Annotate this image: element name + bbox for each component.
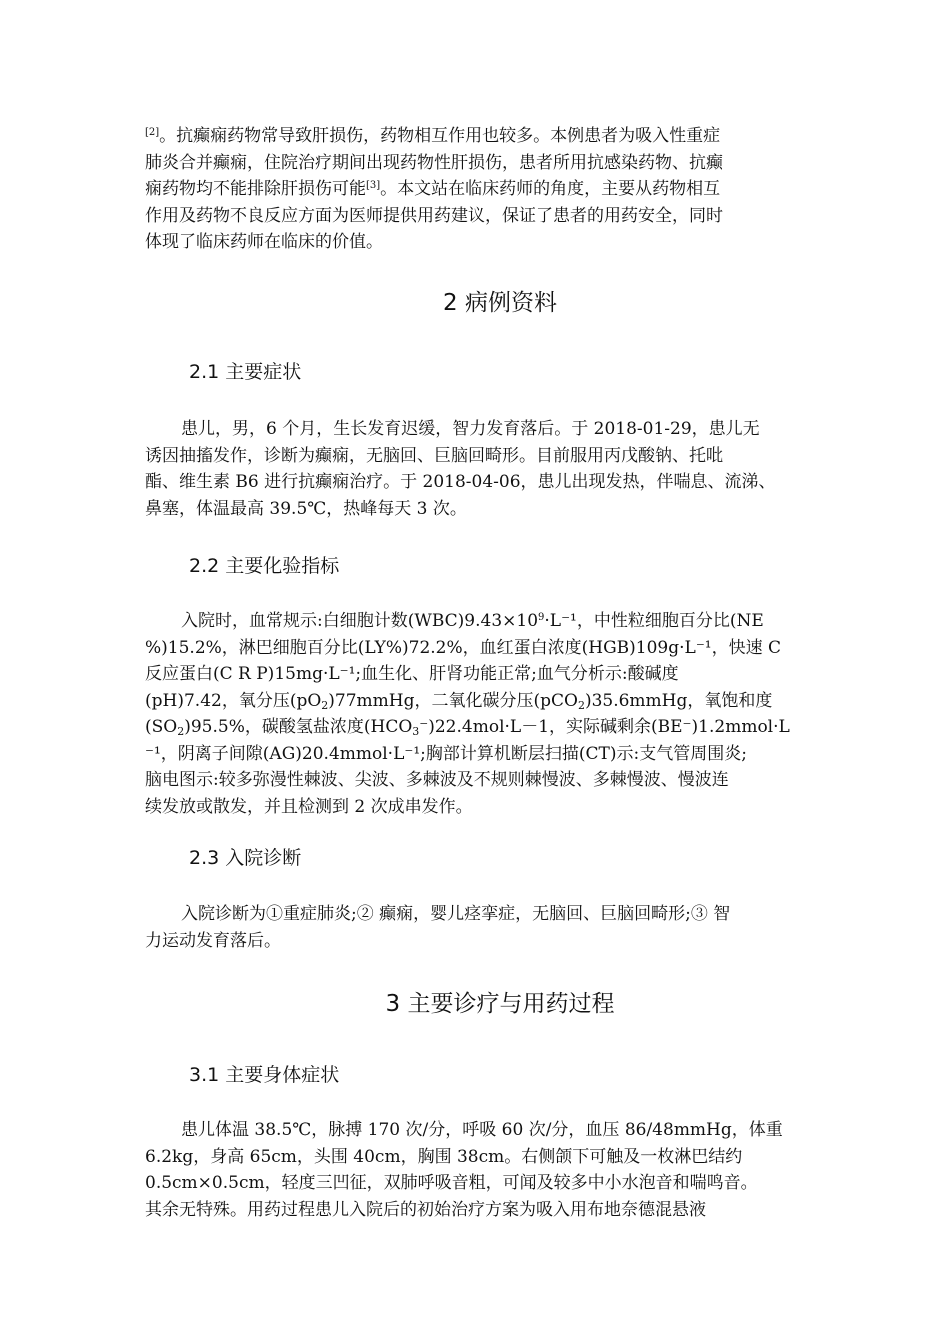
text-fragment: (pH)7.42，氧分压(pO — [145, 690, 322, 711]
text-fragment: ⁻)22.4mol·L－1，实际碱剩余(BE⁻)1.2mmol·L — [419, 717, 790, 737]
paragraph — [145, 608, 825, 820]
text-line: 鼻塞，体温最高 39.5℃，热峰每天 3 次。 — [145, 498, 467, 519]
text-line: 反应蛋白(C R P)15mg·L⁻¹;血生化、肝肾功能正常;血气分析示:酸碱度 — [145, 664, 679, 684]
subsection-heading: 2.1 主要症状 — [189, 361, 302, 383]
text-line: 患儿，男，6 个月，生长发育迟缓，智力发育落后。于 2018-01-29，患儿无 — [181, 419, 760, 439]
text-fragment: 痫药物均不能排除肝损伤可能 — [145, 179, 366, 199]
text-line: 力运动发育落后。 — [145, 930, 281, 951]
text-fragment: )35.6mmHg，氧饱和度 — [584, 690, 773, 711]
subsection-heading: 3.1 主要身体症状 — [189, 1064, 340, 1086]
section-heading: 3 主要诊疗与用药过程 — [385, 991, 615, 1017]
text-line: 诱因抽搐发作，诊断为癫痫，无脑回、巨脑回畸形。目前服用丙戊酸钠、托吡 — [145, 445, 723, 466]
text-line: 肺炎合并癫痫，住院治疗期间出现药物性肝损伤，患者所用抗感染药物、抗癫 — [145, 152, 723, 173]
subscript: 3 — [412, 725, 420, 738]
text-line: 其余无特殊。用药过程患儿入院后的初始治疗方案为吸入用布地奈德混悬液 — [145, 1199, 706, 1220]
text-line: 6.2kg，身高 65cm，头围 40cm，胸围 38cm。右侧颌下可触及一枚淋巴结约 — [145, 1146, 743, 1167]
text-line: 作用及药物不良反应方面为医师提供用药建议，保证了患者的用药安全，同时 — [145, 205, 723, 226]
text-line — [145, 176, 825, 203]
subsection-heading: 2.2 主要化验指标 — [189, 555, 340, 577]
subsection-heading: 2.3 入院诊断 — [189, 847, 302, 869]
text-line: 酯、维生素 B6 进行抗癫痫治疗。于 2018-04-06，患儿出现发热，伴喘息、流涕、 — [145, 472, 776, 492]
text-fragment: )95.5%，碳酸氢盐浓度(HCO — [184, 717, 413, 737]
intro-paragraph — [145, 123, 825, 256]
text-line: ⁻¹，阴离子间隙(AG)20.4mmol·L⁻¹;胸部计算机断层扫描(CT)示:支气管周围炎; — [145, 743, 747, 764]
text-line: 患儿体温 38.5℃，脉搏 170 次/分，呼吸 60 次/分，血压 86/48mmHg，体重 — [181, 1120, 783, 1140]
text-line — [145, 123, 825, 150]
text-line: %)15.2%，淋巴细胞百分比(LY%)72.2%，血红蛋白浓度(HGB)109g·L⁻¹，快速 C — [145, 637, 782, 658]
text-line — [145, 714, 825, 741]
section-heading: 2 病例资料 — [443, 290, 557, 316]
text-line: 入院诊断为①重症肺炎;② 癫痫，婴儿痉挛症，无脑回、巨脑回畸形;③ 智 — [181, 904, 731, 924]
paragraph — [145, 901, 825, 954]
text-line: 0.5cm×0.5cm，轻度三凹征，双肺呼吸音粗，可闻及较多中小水泡音和喘鸣音。 — [145, 1173, 758, 1193]
subscript: 2 — [577, 698, 585, 712]
text-line — [145, 608, 825, 635]
paragraph — [145, 1117, 825, 1223]
citation-ref[interactable]: [3] — [366, 180, 381, 191]
text-fragment: 入院时，血常规示:白细胞计数(WBC)9.43×10 — [181, 611, 539, 631]
paragraph — [145, 416, 825, 522]
text-line — [145, 688, 825, 715]
text-fragment: 。抗癫痫药物常导致肝损伤，药物相互作用也较多。本例患者为吸入性重症 — [159, 126, 721, 146]
text-fragment: ·L⁻¹，中性粒细胞百分比(NE — [544, 611, 764, 631]
text-line: 脑电图示:较多弥漫性棘波、尖波、多棘波及不规则棘慢波、多棘慢波、慢波连 — [145, 770, 729, 790]
text-line: 体现了临床药师在临床的价值。 — [145, 232, 383, 252]
text-line: 续发放或散发，并且检测到 2 次成串发作。 — [145, 796, 473, 817]
subscript: 2 — [177, 725, 185, 738]
citation-ref[interactable]: [2] — [145, 127, 160, 138]
subscript: 2 — [321, 698, 329, 712]
superscript: 9 — [538, 612, 545, 623]
text-fragment: 。本文站在临床药师的角度，主要从药物相互 — [380, 179, 721, 199]
text-fragment: )77mmHg，二氧化碳分压(pCO — [328, 690, 578, 711]
text-fragment: (SO — [145, 717, 178, 737]
